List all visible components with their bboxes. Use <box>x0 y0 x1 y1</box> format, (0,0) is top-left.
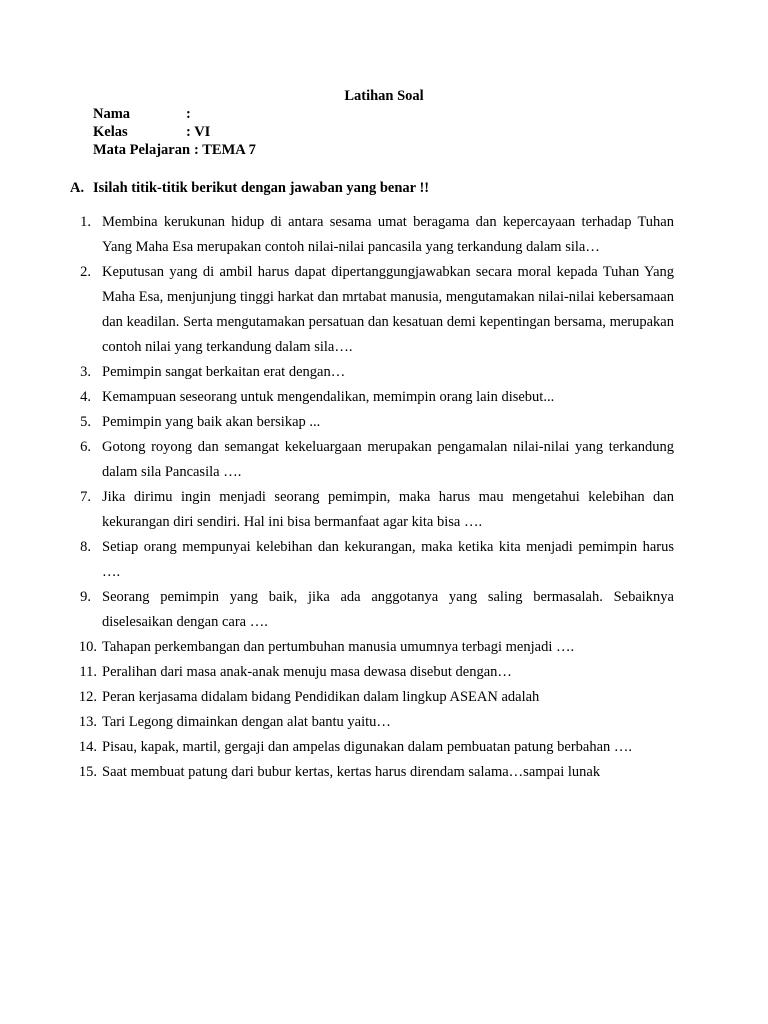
question-text: Seorang pemimpin yang baik, jika ada anggotanya yang saling bermasalah. Sebaiknya diselesaikan dengan cara …. <box>102 589 674 630</box>
question-number: 7. <box>80 489 91 505</box>
question-text: Peralihan dari masa anak-anak menuju masa dewasa disebut dengan… <box>102 664 512 680</box>
question-text: Tari Legong dimainkan dengan alat bantu yaitu… <box>102 714 391 730</box>
question-item <box>70 710 674 735</box>
question-item <box>70 210 674 260</box>
info-value: : VI <box>186 124 211 140</box>
question-text: Jika dirimu ingin menjadi seorang pemimpin, maka harus mau mengetahui kelebihan dan kekurangan diri sendiri. Hal ini bisa bermanfaat agar kita bisa …. <box>102 489 674 530</box>
info-label: Mata Pelajaran <box>93 142 191 158</box>
question-list <box>70 210 674 785</box>
section-letter: A. <box>70 180 85 196</box>
question-item <box>70 385 674 410</box>
question-item <box>70 760 674 785</box>
question-item <box>70 735 674 760</box>
question-number: 15. <box>78 764 97 780</box>
info-row-nama <box>93 105 256 123</box>
question-item <box>70 535 674 585</box>
question-text: Pemimpin sangat berkaitan erat dengan… <box>102 364 346 380</box>
question-number: 1. <box>80 214 91 230</box>
page-title: Latihan Soal <box>344 88 424 104</box>
question-item <box>70 360 674 385</box>
question-text: Setiap orang mempunyai kelebihan dan kekurangan, maka ketika kita menjadi pemimpin harus …. <box>102 539 674 580</box>
question-number: 2. <box>80 264 91 280</box>
question-number: 3. <box>80 364 91 380</box>
question-item <box>70 435 674 485</box>
info-value: : TEMA 7 <box>194 142 256 158</box>
section-heading <box>70 179 429 197</box>
info-label: Nama <box>93 106 131 122</box>
question-number: 4. <box>80 389 91 405</box>
question-text: Pemimpin yang baik akan bersikap ... <box>102 414 321 430</box>
question-number: 10. <box>78 639 97 655</box>
question-text: Keputusan yang di ambil harus dapat dipertanggungjawabkan secara moral kepada Tuhan Yang Maha Esa, menjunjung tinggi harkat dan mrtabat manusia, mengutamakan nilai-nilai kebersamaan dan keadilan. Serta mengutamakan persatuan dan kesatuan demi kepentingan bersama, merupakan contoh nilai yang terkandung dalam sila…. <box>102 264 674 355</box>
question-text: Membina kerukunan hidup di antara sesama umat beragama dan kepercayaan terhadap Tuhan Yang Maha Esa merupakan contoh nilai-nilai pancasila yang terkandung dalam sila… <box>102 214 674 255</box>
section-instruction: Isilah titik-titik berikut dengan jawaban yang benar !! <box>93 180 430 196</box>
question-item <box>70 685 674 710</box>
question-text: Pisau, kapak, martil, gergaji dan ampelas digunakan dalam pembuatan patung berbahan …. <box>102 739 633 755</box>
question-number: 8. <box>80 539 91 555</box>
question-number: 14. <box>78 739 97 755</box>
question-text: Saat membuat patung dari bubur kertas, kertas harus direndam salama…sampai lunak <box>102 764 601 780</box>
question-text: Peran kerjasama didalam bidang Pendidikan dalam lingkup ASEAN adalah <box>102 689 540 705</box>
question-text: Tahapan perkembangan dan pertumbuhan manusia umumnya terbagi menjadi …. <box>102 639 575 655</box>
question-item <box>70 410 674 435</box>
question-item <box>70 585 674 635</box>
question-text: Kemampuan seseorang untuk mengendalikan, memimpin orang lain disebut... <box>102 389 555 405</box>
question-number: 5. <box>80 414 91 430</box>
question-item <box>70 485 674 535</box>
question-item <box>70 660 674 685</box>
info-value: : <box>186 106 191 122</box>
student-info <box>93 105 256 159</box>
question-text: Gotong royong dan semangat kekeluargaan merupakan pengamalan nilai-nilai yang terkandung dalam sila Pancasila …. <box>102 439 674 480</box>
question-number: 12. <box>78 689 97 705</box>
question-number: 13. <box>78 714 97 730</box>
info-row-mata-pelajaran <box>93 141 256 159</box>
question-item <box>70 260 674 360</box>
question-number: 6. <box>80 439 91 455</box>
question-number: 9. <box>80 589 91 605</box>
question-item <box>70 635 674 660</box>
info-label: Kelas <box>93 124 128 140</box>
info-row-kelas <box>93 123 256 141</box>
question-number: 11. <box>79 664 97 680</box>
